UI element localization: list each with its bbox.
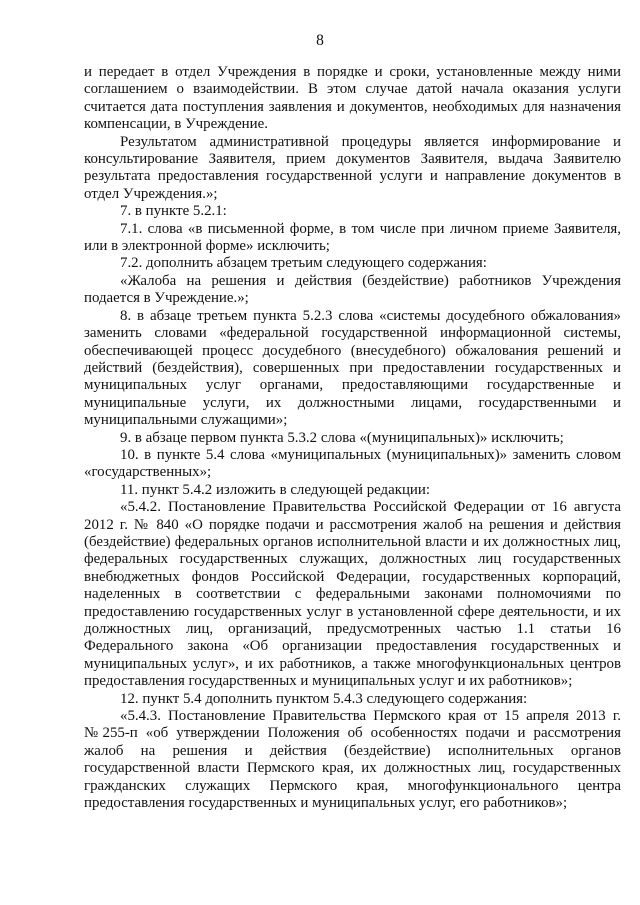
paragraph: 7.2. дополнить абзацем третьим следующего содержания:	[120, 255, 487, 272]
paragraph: 12. пункт 5.4 дополнить пунктом 5.4.3 следующего содержания:	[120, 690, 528, 707]
paragraph: 10. в пункте 5.4 слова «муниципальных (муниципальных)» заменить словом «государственных»;	[84, 446, 621, 481]
paragraph: 8. в абзаце третьем пункта 5.2.3 слова «системы досудебного обжалования» заменить словами «федеральной государственной информационной системы, обеспечивающей процесс досудебного (внесудебного) обжалования решений и действий (бездействия), совершенных при предоставлении государственных и муниципальных услуг органами, предоставляющими государственные и муниципальные услуги, их должностными лицами, государственными и муниципальными служащими»;	[84, 307, 621, 429]
paragraph: 7.1. слова «в письменной форме, в том числе при личном приеме Заявителя, или в электронной форме» исключить;	[84, 220, 621, 255]
document-body	[84, 64, 621, 812]
paragraph: 7. в пункте 5.2.1:	[120, 203, 227, 220]
paragraph: «5.4.3. Постановление Правительства Пермского края от 15 апреля 2013 г. №255-п «об утверждении Положения об особенностях подачи и рассмотрения жалоб на решения и действия (бездействие) исполнительных органов государственной власти Пермского края, их должностных лиц, государственных гражданских служащих Пермского края, многофункционального центра предоставления государственных и муниципальных услуг, его работников»;	[84, 708, 621, 812]
paragraph: «5.4.2. Постановление Правительства Российской Федерации от 16 августа 2012 г. № 840 «О порядке подачи и рассмотрения жалоб на решения и действия (бездействие) федеральных органов исполнительной власти и их должностных лиц, федеральных государственных служащих, должностных лиц государственных внебюджетных фондов Российской Федерации, государственных корпораций, наделенных в соответствии с федеральными законами полномочиями по предоставлению государственных услуг в установленной сфере деятельности, и их должностных лиц, организаций, предусмотренных частью 1.1 статьи 16 Федерального закона «Об организации предоставления государственных и муниципальных услуг», и их работников, а также многофункциональных центров предоставления государственных и муниципальных услуг и их работников»;	[84, 499, 621, 690]
paragraph: и передает в отдел Учреждения в порядке и сроки, установленные между ними соглашением о взаимодействии. В этом случае датой начала оказания услуги считается дата поступления заявления и документов, необходимых для назначения компенсации, в Учреждение.	[84, 64, 621, 133]
paragraph: Результатом административной процедуры является информирование и консультирование Заявителя, прием документов Заявителя, выдача Заявителю результата предоставления государственной услуги и направление документов в отдел Учреждения.»;	[84, 133, 621, 202]
paragraph: 11. пункт 5.4.2 изложить в следующей редакции:	[120, 481, 431, 498]
paragraph: «Жалоба на решения и действия (бездействие) работников Учреждения подается в Учреждение.»;	[84, 272, 621, 307]
page-number: 8	[316, 32, 324, 49]
paragraph: 9. в абзаце первом пункта 5.3.2 слова «(муниципальных)» исключить;	[120, 429, 564, 446]
